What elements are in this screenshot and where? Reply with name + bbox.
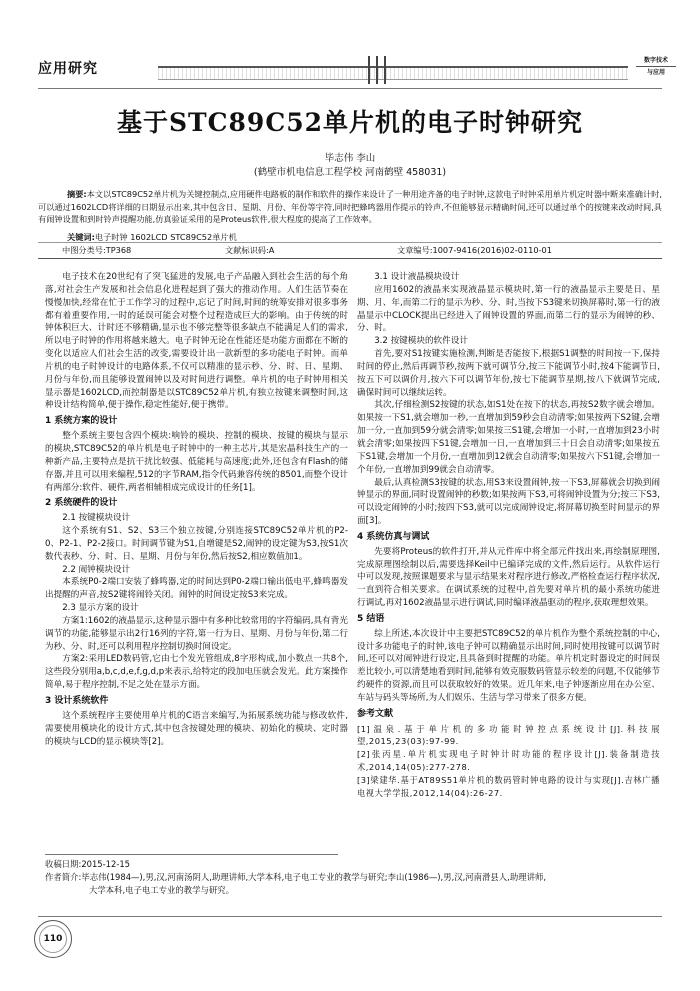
journal-logo-bottom: 与应用: [646, 69, 665, 76]
section-label: 应用研究: [38, 61, 98, 77]
abstract-label: 摘要:: [67, 189, 87, 199]
section-3-1-heading: 3.1 设计液晶模块设计: [374, 272, 460, 282]
reference-item: [2]张丙星.单片机实现电子时钟计时功能的程序设计[J].装备制造技术,2014,14(05):277-278.: [357, 749, 660, 773]
section-3-2-paragraph-3: 最后,认真检测S3按键的状态,用S3来设置闹钟,按一下S3,屏幕就会切换到闹钟显示的界面,同时设置闹钟的秒数;如果按两下S3,可将闹钟设置为分;按三下S3,可以设定闹钟的小时;按四下S3,就可以完成闹钟设定,将屏幕切换至时间显示的界面[3]。: [357, 477, 660, 527]
section-3-heading: 3 设计系统软件: [45, 696, 109, 706]
section-2-3-paragraph-1: 方案1:1602的液晶显示,这种显示器中有多种比较常用的字符编码,具有背光调节的功能,能够显示出2行16列的字符,第一行为日、星期、月份与年份,第二行为秒、分、时,还可以利用程序控制切换时间设定。: [45, 615, 348, 652]
section-4-paragraph: 先要将Proteus的软件打开,并从元件库中将全部元件找出来,再绘制原理图,完成原理图绘制以后,需要选择Keil中已编译完成的文件,然后运行。从软件运行中可以发现,按照课题要求与显示结果来对程序进行修改,严格检查运行程序状况,一直到符合相关要求。在调试系统的过程中,首先要对单片机的最小系统功能进行调试,再对1602液晶显示进行调试,同时编译液晶驱动的程序,获取理想效果。: [357, 546, 660, 609]
document-code: 文献标识码:A: [225, 245, 275, 255]
running-header: [38, 56, 668, 84]
section-3-1-paragraph: 应用1602的液晶来实现液晶显示模块时,第一行的液晶显示主要是日、星期、月、年,而第二行的显示为秒、分、时,当按下S3键来切换屏幕时,第一行的液晶显示中CLOCK提出已经进入了闹钟设置的界面,而第二行的显示为闹钟的秒、分、时。: [357, 284, 660, 334]
footer-rule: [38, 916, 662, 917]
section-3-2-heading: 3.2 按键模块的软件设计: [374, 336, 468, 347]
section-2-3-paragraph-2: 方案2:采用LED数码管,它由七个发光管组成,8字形构成,加小数点一共8个,这些段分别用a,b,c,d,e,f,g,d,p来表示,给特定的段加电压就会发光。此方案操作简单,易于程序控制,不足之处在显示方面。: [45, 654, 348, 691]
right-column: [357, 271, 660, 799]
section-4-heading: 4 系统仿真与调试: [357, 531, 430, 542]
abstract: [38, 188, 662, 226]
author-bio-line-2: 大学本科,电子电工专业的教学与研究。: [89, 885, 235, 895]
page-number-badge: [34, 920, 72, 958]
section-2-2-paragraph: 本系统P0-2端口安装了蜂鸣器,定的时间达到P0-2端口输出低电平,蜂鸣器发出提醒的声音,按S2键将闹铃关闭。闹钟的时间设定按S3来完成。: [45, 577, 348, 601]
intro-paragraph: 电子技术在20世纪有了突飞猛进的发展,电子产品融入到社会生活的每个角落,对社会生产发展和社会信息化进程起到了强大的推动作用。人们生活节奏在慢慢加快,经常在忙于工作学习的过程中,忘记了时间,时间的统筹安排对很多事务都有着重要作用,一时的延误可能会对整个过程造成巨大的影响。由于传统的时钟体积巨大、计时还不够精确,显示也不够完整等很多缺点不能满足人们的需求,所以电子时钟的作用将越来越大。电子时钟无论在性能还是功能方面都在不断的变化以适应人们社会生活的改变,需要设计出一款新型的多功能电子时钟。而单片机的电子时钟设计的电路体系,不仅可以精准的显示秒、分、时、日、星期、月份与年份,而且能够设置闹钟以及对时间进行调整。单片机的电子时钟用相关显示器是1602LCD,而控制器是以STC89C52单片机,有独立按键来调整时间,这种设计结构简单,便于操作,稳定性能好,便于携带。: [45, 272, 348, 411]
section-1-heading: 1 系统方案的设计: [45, 416, 118, 427]
journal-logo: [636, 56, 676, 84]
journal-logo-top: 数字技术: [643, 57, 668, 64]
authors: 毕志伟 李山: [324, 153, 376, 164]
header-decor-bars: [368, 56, 398, 84]
section-2-1-heading: 2.1 按键模块设计: [62, 513, 131, 524]
keywords-text: 电子时钟 1602LCD STC89C52单片机: [94, 232, 237, 242]
section-3-2-paragraph-2: 其次,仔细检测S2按键的状态,如S1处在按下的状态,再按S2数字就会增加。如果按一下S1,就会增加一秒,一直增加到59秒会自动清零;如果按两下S2键,会增加一分,一直加到59分就会清零;如果按三S1键,会增加一小时,一直增加到23小时就会清零;如果按四下S1键,会增加一日,一直增加到三十日会自动清零;如果按五下S1键,会增加一个月份,一直增加到12就会自动清零;如果按六下S1键,会增加一个年份,一直增加到99就会自动清零。: [357, 400, 660, 475]
received-date: 收稿日期:2015-12-15: [45, 859, 130, 869]
paper-title: 基于STC89C52单片机的电子时钟研究: [116, 108, 584, 137]
meta-rule-bottom: [38, 258, 662, 259]
left-column: [45, 271, 348, 748]
reference-item: [1]温泉.基于单片机的多功能时钟控点系统设计[J].科技展望,2015,23(03):97-99.: [357, 723, 660, 747]
affiliation: (鹤壁市机电信息工程学校 河南鹤壁 458031): [253, 167, 447, 178]
footnote: [45, 858, 662, 897]
meta-rule: [38, 242, 662, 243]
section-2-3-heading: 2.3 显示方案的设计: [62, 603, 139, 614]
section-5-paragraph: 综上所述,本次设计中主要把STC89C52的单片机作为整个系统控制的中心,设计多功能电子的时钟,该电子钟可以精确显示出时间,同时使用按键可以调节时间,还可以对闹钟进行设定,且具备到时提醒的功能。单片机定时器设定的时间误差比较小,可以清楚地看到时间,能够有效克服数码管显示较差的问题,不仅能够节约硬件的资源,而且可以获取较好的效果。近几年来,电子钟逐渐应用在办公室、车站与码头等场所,为人们娱乐、生活与学习带来了很多方便。: [357, 628, 660, 703]
references-heading: 参考文献: [357, 708, 394, 719]
article-number: 文章编号:1007-9416(2016)02-0110-01: [397, 245, 552, 255]
section-2-1-paragraph: 这个系统有S1、S2、S3三个独立按键,分别连接STC89C52单片机的P2-0、P2-1、P2-2接口。时间调节键为S1,自增键是S2,闹钟的设定键为S3,按S1次数代表秒、分、时、日、星期、月份与年份,然后按S2,相应数值加1。: [45, 526, 348, 562]
section-2-2-heading: 2.2 闹钟模块设计: [62, 564, 131, 575]
section-2-heading: 2 系统硬件的设计: [45, 498, 118, 509]
footnote-rule: [45, 854, 338, 855]
section-3-2-paragraph-1: 首先,要对S1按键实施检测,判断是否能按下,根据S1调整的时间按一下,保持时间的停止,然后再调节秒,按两下就可调节分,按三下能调节小时,按4下能调节日,按五下可以调价月,按六下可以调节年份,按七下能调节星期,按八下就调节完成,确保时间可以继续运转。: [357, 349, 660, 398]
abstract-text: 本文以STC89C52单片机为关键控制点,应用硬件电路板的制作和软件的操作来设计了一种用途齐备的电子时钟,这款电子时钟采用单片机定时器中断来准确计时,可以通过1602LCD将详细的日期显示出来,其中包含日、星期、月份、年份等字符,同时把蜂鸣器用作提示的铃声,不但能够显示精确时间,还可以通过单个的按键来改动时间,具有闹钟设置和到时铃声提醒功能,仿真验证采用的是Proteus软件,很大程度的提高了工作效率。: [38, 189, 662, 225]
reference-item: [3]梁建华.基于AT89S51单片机的数码管时钟电路的设计与实现[J].吉林广播电视大学学报,2012,14(04):26-27.: [357, 774, 660, 798]
section-1-paragraph: 整个系统主要包含四个模块:响铃的模块、控制的模块、按键的模块与显示的模块,STC89C52的单片机是电子时钟中的一种主芯片,其是宏晶科技生产的一种新产品,主要特点是抗干扰比较强、低能耗与高速度;此外,还包含有Flash的储存器,并且可以用来编程,512的字节RAM,指令代码兼容传统的8501,而整个设计有两部分:软件、硬件,两者相辅相成完成设计的任务[1]。: [45, 431, 348, 493]
author-bio-line-1: 作者简介:毕志伟(1984—),男,汉,河南汤阴人,助理讲师,大学本科,电子电工专业的教学与研究;李山(1986—),男,汉,河南滑县人,助理讲师,: [45, 872, 546, 882]
header-rule: [38, 88, 662, 89]
clc-number: 中图分类号:TP368: [62, 245, 132, 255]
section-3-paragraph: 这个系统程序主要使用单片机的C语言来编写,为拓展系统功能与修改软件,需要使用模块化的设计方式,其中包含按键处理的模块、初始化的模块、定时器的模块与LCD的显示模块等[2]。: [45, 710, 348, 747]
keywords-label: 关键词:: [67, 232, 95, 242]
page-number: 110: [39, 925, 67, 953]
section-5-heading: 5 结语: [357, 613, 385, 624]
